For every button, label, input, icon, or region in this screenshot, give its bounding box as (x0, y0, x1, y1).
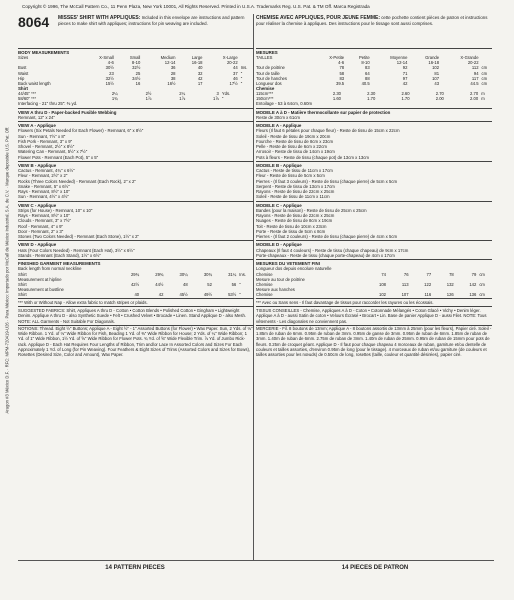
cell: 83 (365, 65, 370, 71)
pattern-pieces-count: 14 PATTERN PIECES (105, 565, 165, 571)
cell: 44½ (155, 281, 164, 287)
list-item: Porte-chapeaux - Reste de tissu (chaque porte-chapeau) de 4cm x 17cm (256, 252, 395, 258)
cell: 39.5 (335, 80, 345, 86)
cell: 4-6 (107, 60, 114, 66)
list-item: Rays - Remnant, 8½" x 10" (18, 189, 70, 194)
list-item: Cactus - Remnant, 4¾" x 6½" (18, 168, 75, 173)
cell: cm (481, 65, 488, 71)
list-item: Pelle - Reste de tissu de 6cm x 22cm (256, 144, 327, 149)
cell: 53½ (228, 291, 237, 297)
cell: 49½ (203, 291, 212, 297)
cell: 112 (471, 65, 479, 71)
cell: 2.60 (401, 91, 410, 97)
english-column (18, 14, 254, 357)
cell: 1⅞ (213, 96, 219, 102)
modele-section (256, 109, 492, 123)
cell: 29¾ (130, 271, 140, 277)
cell: 1.70 (401, 96, 410, 102)
list-item: Hats (Four Colors Needed) - Remnant (Each Hat), 3½" x 6½" (18, 247, 135, 253)
view-section (18, 122, 254, 162)
cell: 43 (434, 80, 440, 86)
cell: Tour de hanches (256, 75, 287, 81)
cell: Bust (18, 65, 27, 71)
list-item: Soleil - Reste de tissu de 11cm x 11cm (256, 194, 330, 200)
sidebar-legal (2, 96, 12, 566)
nap-note: *** With or Without Nap - Allow extra fabric to match stripes or plaids. (18, 299, 254, 307)
cell: 108 (379, 281, 386, 287)
list-item: Pierres - (Il faut 2 couleurs) - Reste de tissu (chaque pierre) de 4cm x 5cm (256, 234, 398, 239)
cell: 83 (339, 75, 345, 81)
cell: 16 (135, 80, 141, 86)
cell: 116 (424, 291, 432, 297)
list-item: Door - Remnant, 2" x 3" (18, 228, 64, 234)
list-item: Flowers (Six Petals Needed for Each Flower) - Remnant, 6" x 8½" (18, 128, 144, 134)
cell: 115cm*** (256, 91, 274, 97)
list-item: Rayons - Reste de tissu de 22cm x 25cm (256, 189, 335, 194)
cell: 45½ (179, 291, 188, 297)
cell: " (240, 75, 243, 81)
list-item: Toit - Reste de tissu de 10cm x 23cm (256, 223, 327, 229)
cell: 4-6 (338, 60, 345, 66)
cell: 20-22 (467, 60, 479, 66)
cell: m (481, 91, 485, 97)
modele-section (256, 162, 492, 202)
cell: cm (481, 80, 488, 86)
cell: 42 (402, 80, 408, 86)
modele-section (256, 122, 492, 162)
cell: 150cm*** (256, 96, 274, 102)
cell: Moyenne (390, 55, 408, 61)
french-intro-text: cette pochette contient pièces de patron et instructions pour réaliser la chemise à appliques. Des instructions pour le tissage sont aussi comprises. (256, 15, 488, 27)
cell: Measurement at hipline (18, 276, 62, 282)
cell: 88 (365, 75, 370, 81)
cell: 2.00 (435, 96, 444, 102)
entoilage-line: Entoilage - 53 à 64cm, 0.60m (256, 101, 313, 107)
cell: 15½ (105, 80, 114, 86)
list-item: Shovel - Remnant, 2½" x 8½" (18, 144, 75, 149)
interfacing-line: Interfacing - 21" thru 25": ⅜ yd. (18, 101, 78, 107)
notions: NOTIONS: Thread. Eight ½" Buttons; Applique A - Eight ½" - 1" Assorted Buttons (for Flower) • Wax Paper. Sun, 2 Yds. of ⅛" Wide Ribbon. 1 Yd. of ⅛" Wide Ribbon for Fish, Beading 1 Yd. of ⅜" Wide Ribbon for House; 2 Yds. of ¼" Wide Ribbon; 1 Yd. of 1" Wide Ribbon, 1½ Yd. of ⅝" Wide Ribbon for Flower Pots. ¾ Yd. of ⅝" Wide Flexible Trim. ⅞ Yd. of Jumbo Rick-rack. Applique D - Each Hat Requires Four Lengths of Ribbon, Trim and/or Lace In Assorted Colors and Sizes For Each Approximately 1 Yd. of Long (for Pin Weaving). Four Feathers & Eight Sizes of Trims (Assorted Colors and Sizes for Bows), Rosettes (Desired Size, Color and Amount), Wax Paper. (18, 325, 253, 358)
cell: Mesure aux hanches (256, 286, 295, 292)
french-column (256, 14, 492, 357)
cell: 29¾ (155, 271, 164, 277)
cell: 122 (424, 281, 432, 287)
list-item: Porte - Reste de tissu de 5cm x 8cm (256, 228, 326, 234)
cell: 30½ (105, 65, 114, 71)
cell: 117 (471, 75, 479, 81)
cell: 30¾ (203, 271, 212, 277)
cell: " (240, 70, 243, 76)
finished-table (256, 272, 492, 297)
cell: Medium (160, 55, 176, 61)
cell: 2¼ (179, 91, 186, 97)
body-meas-table (18, 55, 254, 86)
cell: Chemise (256, 291, 273, 297)
cell: " (239, 291, 241, 297)
mesures-title: MESURES (256, 50, 278, 55)
cell: 81 (434, 70, 440, 76)
english-intro (58, 15, 252, 26)
cell: 2.70 (435, 91, 444, 97)
cell: 2.30 (367, 91, 376, 97)
body-meas-title: BODY MEASUREMENTS (18, 50, 70, 55)
list-item: Pots à fleurs - Reste de tissu (chaque pot) de 13cm x 13cm (256, 154, 369, 160)
chemise-metrage-table (256, 91, 492, 101)
cell: 42 (158, 291, 164, 297)
list-item: Roof - Remnant, 4" x 9" (18, 223, 64, 229)
cell: 113 (401, 281, 409, 287)
cell: Chemise (256, 281, 273, 287)
cell: Yds. (221, 91, 231, 97)
cell: 8-10 (361, 60, 370, 66)
section-title: VIEW D - Applique (18, 242, 57, 248)
list-item: Cactus - Reste de tissu de 11cm x 17cm (256, 168, 333, 173)
cell: Chemise (256, 271, 273, 277)
table-row (256, 292, 492, 297)
cell: 30¼ (179, 271, 188, 277)
cell: 12-14 (164, 60, 176, 66)
list-item: Stones (Two Colors Needed) - Remnant (Each Stone), 1½" x 2" (18, 234, 140, 239)
french-intro (256, 14, 492, 26)
sidebar-legal-text: Aragon #3 México D.F. · RFC: MPM-720419-U26 · Para México: Importado por McCall de México Industrial, S.A. de C.V. · Marque depositée U.S. Pat. Off. (4, 126, 10, 414)
cell: cm (481, 70, 488, 76)
cell: 1⅞ (145, 96, 152, 102)
list-item: Rays - Remnant, 8½" x 10" (18, 213, 70, 218)
cell: Petite (359, 55, 370, 61)
view-section (18, 241, 254, 260)
section-title: MODELE B - Applique (256, 162, 302, 168)
list-item: Fleur - Remnant, 2½" x 2" (18, 173, 68, 179)
cell: Shirt (18, 291, 27, 297)
cell: 107 (432, 75, 440, 81)
copyright-line: Copyright © 1996, The McCall Pattern Co., 11 Penn Plaza, New York 10001, All Rights Reserved. Printed in U.S.A. Trademarks Reg. U.S. Pat. & TM Off. Marca Registrada (22, 4, 370, 9)
section-title: VIEW B - Applique (18, 162, 57, 168)
french-title: CHEMISE AVEC APPLIQUES, POUR JEUNE FEMME: (256, 15, 380, 21)
cell: 132 (446, 281, 454, 287)
cell: 77 (426, 271, 432, 277)
cell: 40 (197, 65, 203, 71)
cell: 8-10 (131, 60, 141, 66)
modele-section (256, 202, 492, 242)
cell: 79 (471, 271, 477, 277)
list-item: Flower Pots - Remnant (Each Pot), 5" x 5" (18, 154, 99, 160)
cell: 1⅞ (179, 96, 186, 102)
cell: Back waist length (18, 80, 51, 86)
cell: 2½ (145, 91, 152, 97)
pieces-de-patron-count: 14 PIECES DE PATRON (341, 565, 409, 571)
cell: 102 (432, 65, 440, 71)
cell: Large (191, 55, 203, 61)
cell: 136 (469, 291, 477, 297)
cell: 16½ (167, 80, 176, 86)
chemise-label: Chemise (256, 85, 275, 91)
body-measurements (18, 49, 254, 109)
cell: 126 (446, 291, 454, 297)
cell: 17 (197, 80, 203, 86)
cell: Ins. (239, 271, 246, 277)
cell: 1.70 (367, 96, 376, 102)
cell: Small (129, 55, 141, 61)
nap-note-fr: *** Avec ou Sans sens - Il faut davantage de tissus pour raccorder les rayures ou les écossais. (256, 299, 492, 307)
cell: 16-18 (428, 60, 440, 66)
cell: 1¾ (111, 96, 118, 102)
cell: Tour de poitrine (256, 65, 285, 71)
english-header (18, 14, 254, 49)
cell: 97 (402, 75, 408, 81)
cell: 2.30 (332, 91, 341, 97)
cell: " (240, 80, 243, 86)
cell: X-Large (222, 55, 238, 61)
list-item: Watering Can - Remnant, 5½" x 7½" (18, 149, 88, 155)
cell: 58 (339, 70, 345, 76)
cell: 2.70 (470, 91, 479, 97)
cell: 3 (216, 91, 219, 97)
cell: 44 (233, 65, 238, 71)
mercerie: MERCERIE - Fil. 8 boutons de 13mm; Applique A - 8 boutons assortis de 13mm à 25mm (pour les fleurs), Papier ciré. Soleil - 1.85m de ruban de 6mm. 0.95m de ruban de 3mm. 0.95m de ganse de 3mm. 0.95m de ruban de 6mm. 1.85m de ruban de 3mm. 1.40m de ruban de 6mm. 2.75m de ruban de 3mm. 1.40m de ruban de 25mm. 0.95m de ruban de 15mm pour pots de fleurs. 0.25m de croquet géant. Applique D - Il faut pour chaque chapeau 4 morceaux de ruban, garniture et/ou dentelle de couleurs et tailles assorties, d'environ 0.95m de long (pour le tissage). 4 morceaux de ruban et/ou garniture (de couleurs et tailles assorties pour les nœuds) de 0.50cm de long, rosettes (taille, couleur et quantité désirées), papier ciré. (256, 325, 492, 358)
list-item: Serpent - Reste de tissu de 13cm x 17cm (256, 183, 335, 189)
cell: 76 (403, 271, 409, 277)
cell: Hip (18, 75, 25, 81)
shirt-label: Shirt (18, 85, 29, 91)
cell: " (221, 96, 224, 102)
list-item: Fourche - Reste de tissu de 8cm x 23cm (256, 138, 334, 144)
cell: " (239, 281, 241, 287)
cell: 74 (381, 271, 386, 277)
cell: 38 (170, 75, 176, 81)
cell: 40.5 (361, 80, 370, 86)
view-section (18, 162, 254, 202)
cell: Measurement at bustline (18, 286, 64, 292)
cell: 64 (365, 70, 370, 76)
mesures-table (256, 55, 492, 86)
cell: 42 (197, 75, 203, 81)
cell: 20-22 (226, 60, 238, 66)
cell: Grande (425, 55, 440, 61)
cell: 17½ (229, 80, 238, 86)
bottom-divider (18, 560, 494, 561)
list-item: Fleur - Reste de tissu de 5cm x 5cm (256, 173, 325, 179)
list-item: Nuages - Reste de tissu de 8cm x 19cm (256, 218, 333, 224)
finished-title: MESURES DU VETEMENT FINI (256, 261, 320, 266)
list-item: Strips (for House) - Remnant, 10" x 10" (18, 207, 93, 213)
cell: cm (481, 75, 488, 81)
list-item: Clouds - Remnant, 3" x 7½" (18, 218, 71, 224)
cell: 78 (449, 271, 454, 277)
finished-subtitle: Back length from normal neckline (18, 266, 82, 272)
cell: 102 (379, 291, 386, 297)
list-item: Sun - Remnant, 7½" x 8" (18, 133, 66, 139)
cell: 94 (473, 70, 479, 76)
section-title: VIEW A - Applique (18, 123, 56, 128)
list-item: Reste de 30cm x 61cm (256, 114, 300, 120)
cell: 12-14 (396, 60, 408, 66)
cell: 46 (233, 75, 238, 81)
cell: Waist (18, 70, 29, 76)
shirt-yardage-table (18, 91, 254, 101)
cell: 56 (231, 281, 237, 287)
list-item: Rayons - Reste de tissu de 22cm x 25cm (256, 213, 335, 218)
cell: 36 (170, 65, 176, 71)
cell: 25 (135, 70, 141, 76)
cell: Tour de taille (256, 70, 280, 76)
section-title: MODELE D - Applique (256, 242, 302, 248)
cell: 1.60 (332, 96, 341, 102)
list-item: Soleil - Reste de tissu de 19cm x 20cm (256, 133, 331, 139)
section-title: MODELE A - Applique (256, 123, 302, 128)
cell: 40 (134, 291, 140, 297)
english-intro-text: Included in this envelope are instructions and pattern pieces to make shirt with appliques; instructions for pin weaving are included. (58, 15, 245, 27)
cell: Shirt (18, 271, 27, 277)
finished-table (18, 272, 254, 297)
list-item: Fleurs (Il faut 6 pétales pour chaque fleur) - Reste de tissu de 15cm x 22cm (256, 128, 400, 134)
modele-section (256, 241, 492, 260)
cell: 2.00 (470, 96, 479, 102)
cell: 37 (233, 70, 238, 76)
tissus-conseilles: TISSUS CONSEILLES - Chemise, Appliques A à D - Coton • Cotonnade Mélangés • Coton Glacé • Vichy • Denim léger. Applique A à D - aussi Satin de coton • Velours Écrasé • Brocart • Lin. Base de panier Applique D - aussi Filet. NOTE: Tous vêtements - Les diagonales ne conviennent pas. (256, 307, 492, 326)
cell: m (481, 96, 485, 102)
cell: cm (479, 281, 485, 287)
list-item: Fish Pork - Remnant, 3" x 9" (18, 138, 73, 144)
cell: Longueur dos (256, 80, 282, 86)
list-item: Bandes (pour la maison) - Reste de tissu de 25cm x 25cm (256, 207, 367, 213)
cell: Mesure au tour de poitrine (256, 276, 305, 282)
cell: 23 (109, 70, 114, 76)
list-item: Sun - Remnant, 4½" x 4½" (18, 194, 69, 200)
cell: 2¼ (111, 91, 118, 97)
cell: 44/45" *** (18, 91, 37, 97)
english-title: MISSES' SHIRT WITH APPLIQUES: (58, 15, 141, 21)
cell: 71 (402, 70, 408, 76)
table-row (18, 292, 254, 297)
cell: 92 (402, 65, 408, 71)
list-item: Chapeaux (Il faut 4 couleurs) - Reste de tissu (chaque chapeau) de 9cm x 17cm (256, 247, 409, 253)
cell: 32½ (132, 65, 141, 71)
cell: 34½ (132, 75, 141, 81)
list-item: Rocks (Three Colors Needed) - Remnant (Each Rock), 2" x 2" (18, 178, 136, 184)
cell: cm (479, 291, 485, 297)
cell: 78 (339, 65, 345, 71)
section-title: MODELE A à D - Matière thermocollante sur papier de protection (256, 109, 391, 115)
section-title: VIEW A thru D - Paper-backed Fusible Webbing (18, 109, 117, 115)
list-item: Pierres - (Il faut 3 couleurs) - Reste de tissu (chaque pierre) de 5cm x 5cm (256, 178, 398, 184)
cell: cm (479, 271, 485, 277)
cell: 31¼ (228, 271, 237, 277)
pattern-number: 8064 (18, 14, 50, 30)
list-item: Stands - Remnant (Each Stand), 1½" x 6½" (18, 252, 101, 258)
cell: 32½ (105, 75, 114, 81)
finished-title: FINISHED GARMENT MEASUREMENTS (18, 261, 101, 266)
cell: Shirt (18, 281, 27, 287)
cell: 142 (469, 281, 477, 287)
finished-measurements (18, 260, 254, 299)
cell: X-Small (99, 55, 114, 61)
cell: 32 (197, 70, 203, 76)
cell: 58/60" *** (18, 96, 37, 102)
view-section (18, 202, 254, 242)
cell: 28 (170, 70, 176, 76)
finished-subtitle: Longueur dos depuis encolure naturelle (256, 266, 332, 272)
list-item: Remnant, 12" x 24" (18, 114, 55, 120)
cell: 42½ (130, 281, 140, 287)
cell: 107 (401, 291, 409, 297)
section-title: VIEW C - Applique (18, 202, 57, 208)
list-item: Snake - Remnant, 5" x 6½" (18, 183, 70, 189)
section-title: MODELE C - Applique (256, 202, 302, 208)
mesures-vetement-fini (256, 260, 492, 299)
mesures (256, 49, 492, 109)
cell: Ins. (240, 65, 248, 71)
cell: 44.5 (470, 80, 479, 86)
cell: 52 (207, 281, 212, 287)
cell: 48 (183, 281, 188, 287)
french-header (256, 14, 492, 49)
suggested-fabrics: SUGGESTED FABRICS: Shirt, Appliques A thru D - Cotton • Cotton Blends • Polished Cotton • Gingham • Lightweight Denim. Applique A thru D - also Synthetic Suede • Felt • Crushed Velvet • Brocade • Linen. Stand Applique D - also Mesh. NOTE: ALL Garments - Not Suitable For Diagonals. (18, 307, 254, 326)
list-item: Arrosoir - Reste de tissu de 14cm x 19cm (256, 149, 335, 155)
cell: Sizes (18, 55, 29, 61)
view-section (18, 109, 254, 123)
cell: 16-18 (191, 60, 203, 66)
cell: TAILLES (256, 55, 273, 61)
cell: X-Petite (329, 55, 345, 61)
cell: X-Grande (460, 55, 479, 61)
